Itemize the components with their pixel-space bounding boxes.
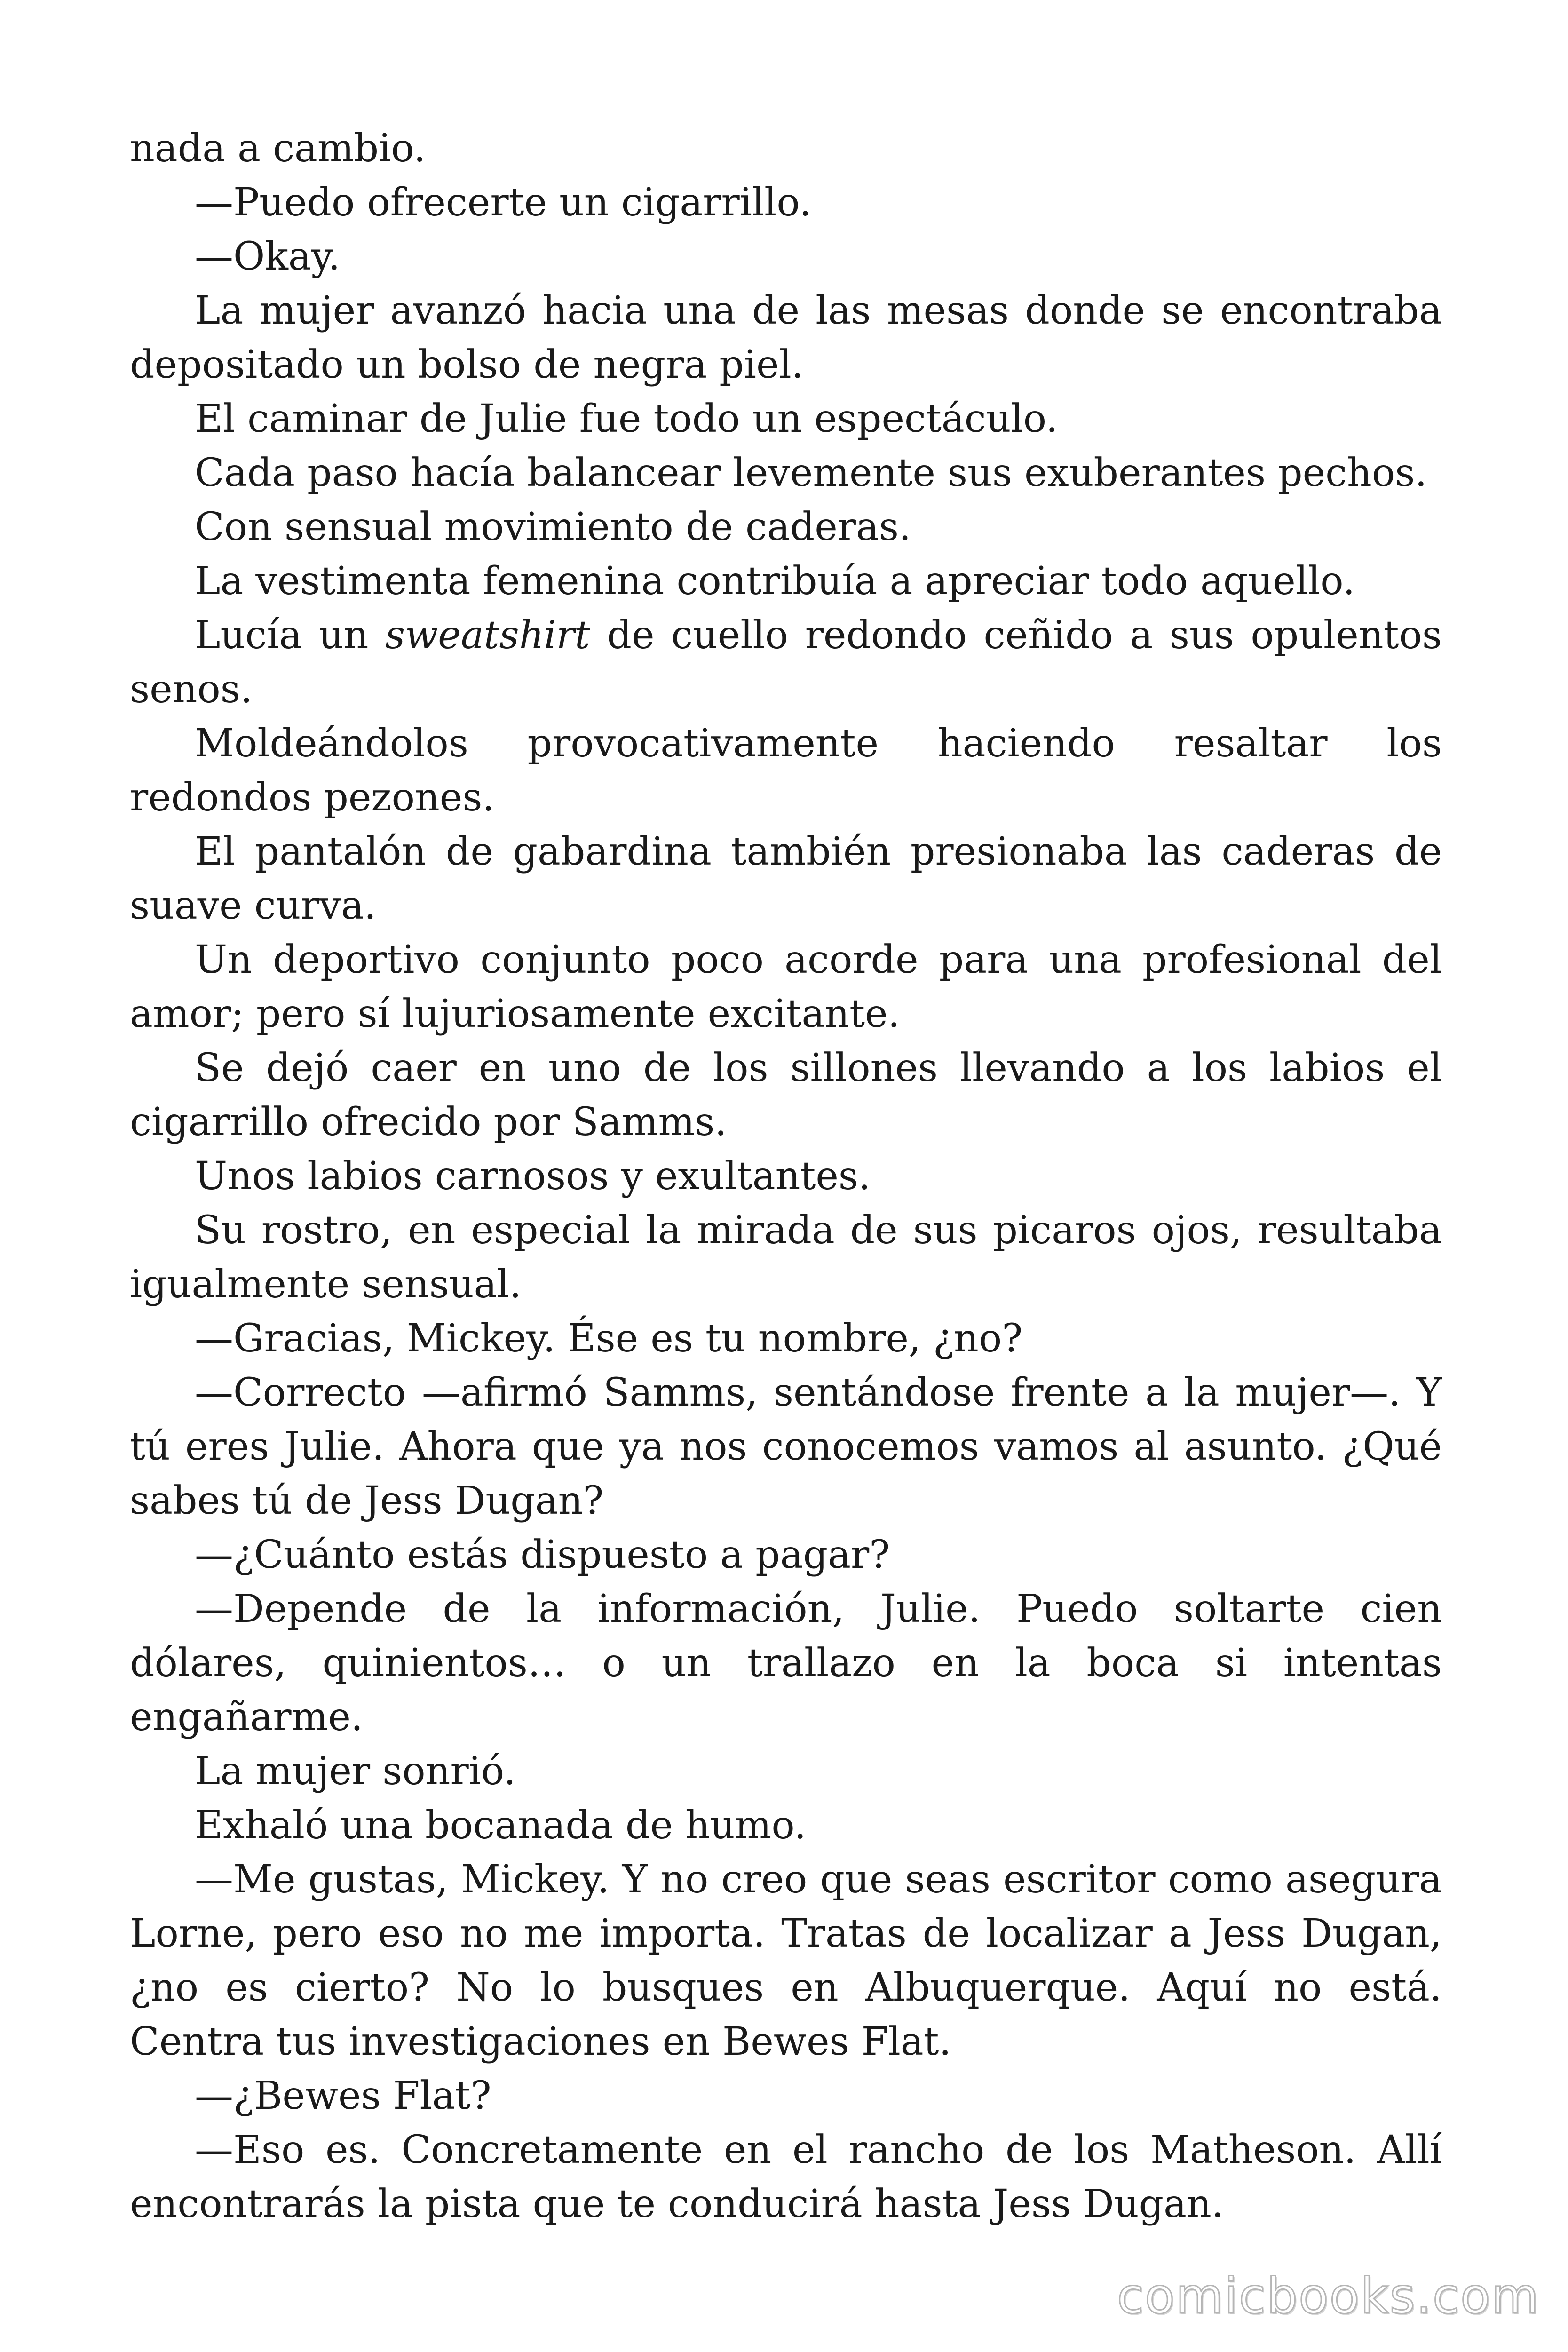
- body-paragraph: [130, 716, 1442, 825]
- body-paragraph: [130, 1203, 1442, 1311]
- text-run: —¿Bewes Flat?: [195, 2074, 491, 2118]
- dialogue-paragraph: [130, 1582, 1442, 1744]
- body-paragraph: [130, 825, 1442, 933]
- text-run: —Correcto —afirmó Samms, sentándose frente a la mujer—. Y tú eres Julie. Ahora que ya nos conocemos vamos al asunto. ¿Qué sabes tú de Jess Dugan?: [130, 1370, 1442, 1523]
- text-run: —Me gustas, Mickey. Y no creo que seas escritor como asegura Lorne, pero eso no me importa. Tratas de localizar a Jess Dugan, ¿no es cierto? No lo busques en Albuquerque. Aquí no está. Centra tus investigaciones en Bewes Flat.: [130, 1857, 1442, 2064]
- body-paragraph: [130, 1744, 1442, 1798]
- text-run: La mujer avanzó hacia una de las mesas donde se encontraba depositado un bolso de negra piel.: [130, 288, 1442, 387]
- text-run: El pantalón de gabardina también presionaba las caderas de suave curva.: [130, 829, 1442, 928]
- dialogue-paragraph: [130, 1366, 1442, 1528]
- text-run: Exhaló una bocanada de humo.: [195, 1803, 807, 1848]
- body-paragraph: [130, 1149, 1442, 1203]
- dialogue-paragraph: [130, 2069, 1442, 2123]
- body-paragraph: [130, 608, 1442, 716]
- dialogue-paragraph: [130, 2123, 1442, 2231]
- body-paragraph: [130, 392, 1442, 446]
- dialogue-paragraph: [130, 1852, 1442, 2069]
- text-run: Un deportivo conjunto poco acorde para una profesional del amor; pero sí lujuriosamente excitante.: [130, 938, 1442, 1036]
- dialogue-paragraph: [130, 1528, 1442, 1582]
- dialogue-paragraph: [130, 230, 1442, 284]
- dialogue-paragraph: [130, 1311, 1442, 1366]
- text-run: Cada paso hacía balancear levemente sus exuberantes pechos.: [195, 451, 1427, 495]
- dialogue-paragraph: [130, 175, 1442, 230]
- text-run: —Puedo ofrecerte un cigarrillo.: [195, 180, 812, 225]
- text-run: Su rostro, en especial la mirada de sus picaros ojos, resultaba igualmente sensual.: [130, 1208, 1442, 1307]
- text-run: Lucía un: [195, 613, 386, 658]
- body-paragraph: [130, 284, 1442, 392]
- body-paragraph: [130, 446, 1442, 500]
- text-run: de cuello redondo ceñido a sus opulentos senos.: [130, 613, 1442, 712]
- text-run: Se dejó caer en uno de los sillones llevando a los labios el cigarrillo ofrecido por Samms.: [130, 1046, 1442, 1144]
- italic-text: sweatshirt: [385, 613, 590, 658]
- text-run: Unos labios carnosos y exultantes.: [195, 1154, 871, 1199]
- text-run: Con sensual movimiento de caderas.: [195, 505, 911, 549]
- watermark: comicbooks.com: [1117, 2267, 1540, 2325]
- text-run: El caminar de Julie fue todo un espectáculo.: [195, 397, 1058, 441]
- text-run: La vestimenta femenina contribuía a apreciar todo aquello.: [195, 559, 1355, 604]
- body-paragraph: [130, 1041, 1442, 1149]
- text-run: La mujer sonrió.: [195, 1749, 516, 1794]
- body-paragraph: [130, 933, 1442, 1041]
- text-run: —¿Cuánto estás dispuesto a pagar?: [195, 1533, 890, 1577]
- body-paragraph: [130, 500, 1442, 554]
- text-run: —Depende de la información, Julie. Puedo soltarte cien dólares, quinientos… o un trallazo en la boca si intentas engañarme.: [130, 1587, 1442, 1740]
- text-run: —Eso es. Concretamente en el rancho de los Matheson. Allí encontrarás la pista que te conducirá hasta Jess Dugan.: [130, 2128, 1442, 2226]
- page-text: [130, 121, 1442, 2231]
- text-run: nada a cambio.: [130, 126, 426, 171]
- text-run: —Okay.: [195, 234, 341, 279]
- body-paragraph: [130, 1798, 1442, 1852]
- text-run: Moldeándolos provocativamente haciendo resaltar los redondos pezones.: [130, 721, 1442, 820]
- body-paragraph: [130, 121, 1442, 175]
- text-run: —Gracias, Mickey. Ése es tu nombre, ¿no?: [195, 1316, 1023, 1361]
- body-paragraph: [130, 554, 1442, 608]
